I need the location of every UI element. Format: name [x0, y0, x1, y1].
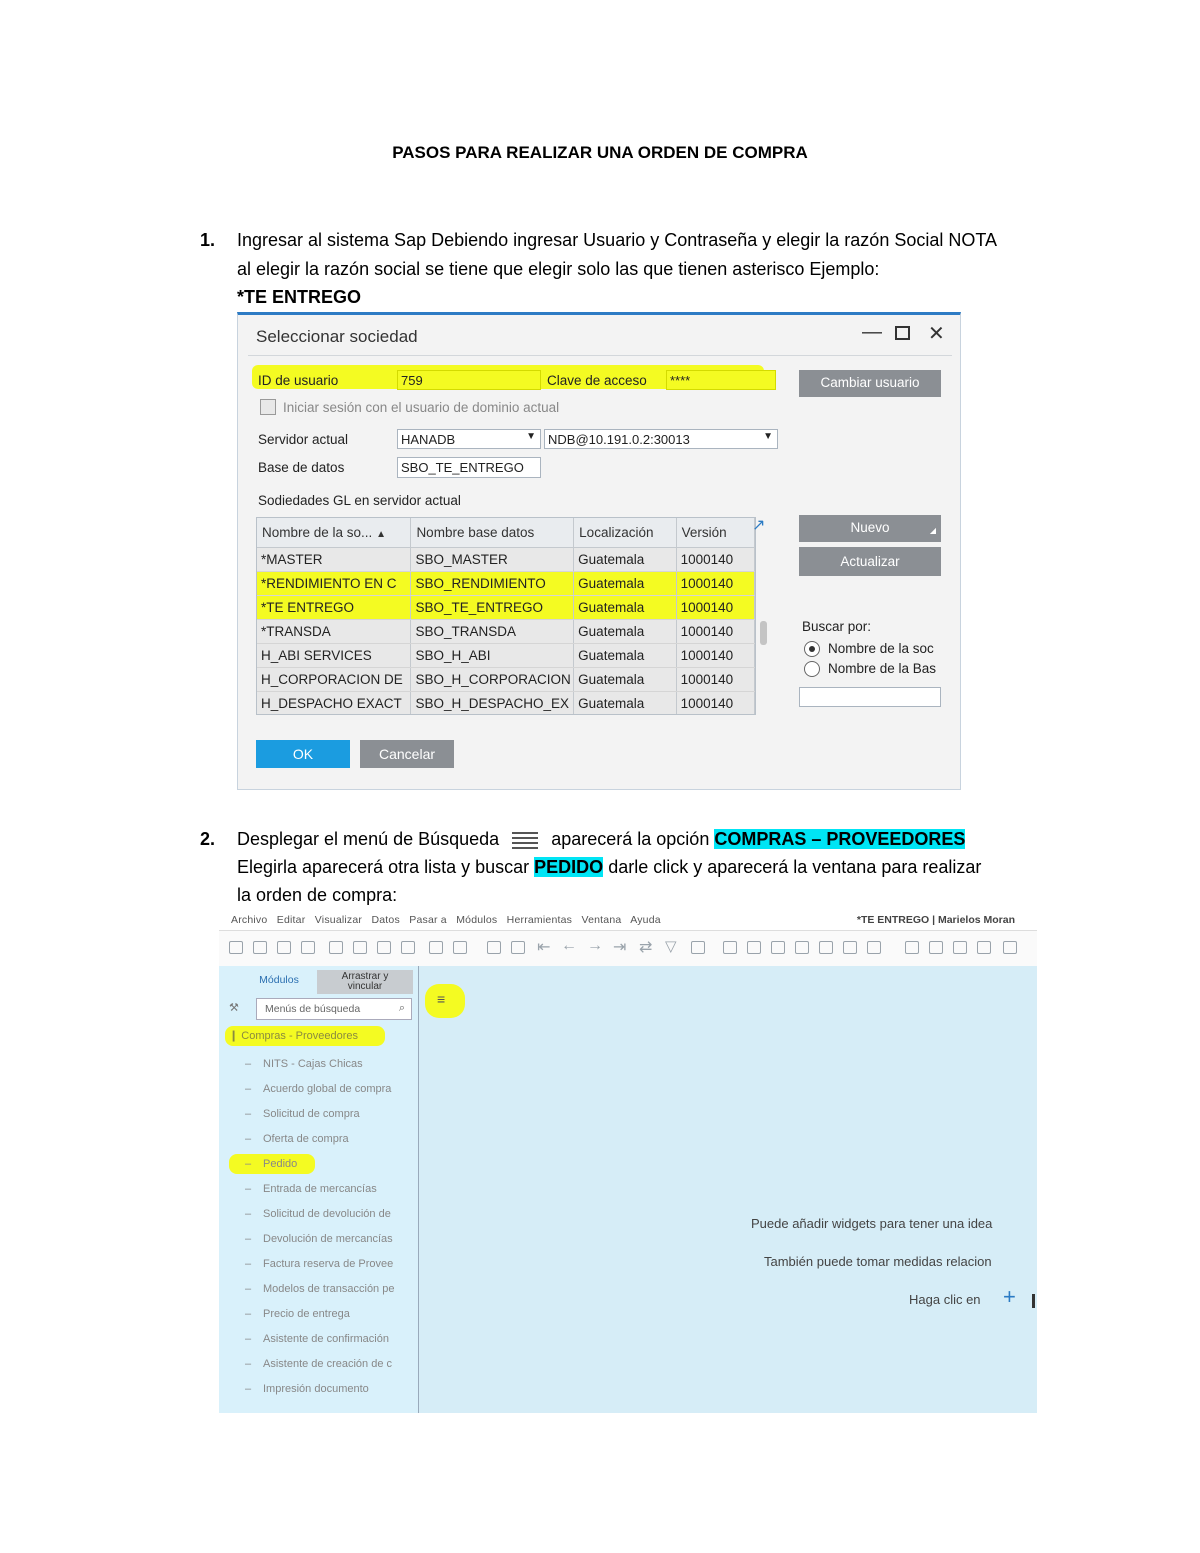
filter-icon[interactable]: ▽ [665, 938, 677, 955]
menu-item[interactable]: Pasar a [409, 914, 447, 926]
server-address-select[interactable] [544, 429, 778, 449]
table-row[interactable]: H_DESPACHO EXACT SBO_H_DESPACHO_EX Guatemala 1000140 [257, 692, 755, 716]
toolbar-icon[interactable] [229, 941, 243, 954]
new-button[interactable]: Nuevo ◢ [799, 515, 941, 542]
last-record-icon[interactable]: ⇥ [613, 939, 627, 956]
table-row[interactable]: H_CORPORACION DE SBO_H_CORPORACION Guatemala 1000140 [257, 668, 755, 692]
search-icon: ⌕ [398, 1002, 405, 1014]
radio-db-name-label: Nombre de la Bas [828, 661, 937, 676]
toolbar-icon[interactable] [1003, 941, 1017, 954]
toolbar-icon[interactable] [795, 941, 809, 954]
tree-item-pedido[interactable]: – Pedido [245, 1158, 298, 1170]
server-address-value: NDB@10.191.0.2:30013 [548, 432, 690, 447]
search-by-input[interactable] [799, 687, 941, 707]
domain-login-checkbox[interactable] [260, 399, 276, 415]
toolbar-icon[interactable] [401, 941, 415, 954]
search-by-label: Buscar por: [802, 619, 872, 634]
tree-item[interactable]: – Acuerdo global de compra [245, 1083, 392, 1095]
table-row-selected[interactable]: *TE ENTREGO SBO_TE_ENTREGO Guatemala 1000140 [257, 596, 755, 620]
cancel-button[interactable]: Cancelar [360, 740, 454, 768]
table-row[interactable]: H_ABI SERVICES SBO_H_ABI Guatemala 1000140 [257, 644, 755, 668]
radio-company-name-label: Nombre de la soc [828, 641, 934, 656]
ok-button[interactable]: OK [256, 740, 350, 768]
step-2-line-3: la orden de compra: [237, 885, 398, 905]
menu-item[interactable]: Editar [276, 914, 306, 926]
step-1-number: 1. [200, 230, 216, 250]
step-1-example: *TE ENTREGO [237, 287, 362, 307]
cart-icon: ❙ [229, 1030, 239, 1042]
toolbar-icon[interactable] [691, 941, 705, 954]
expand-icon[interactable]: ↗ [752, 517, 766, 534]
step-2-line-1: Desplegar el menú de Búsqueda aparecerá la opción COMPRAS – PROVEEDORES [237, 829, 966, 849]
radio-db-name[interactable] [804, 661, 820, 677]
server-value: HANADB [401, 432, 456, 447]
cockpit-area [419, 966, 1037, 1413]
widget-hint-3: Haga clic en [909, 1292, 981, 1307]
hamburger-menu-icon [510, 830, 540, 850]
minimize-icon[interactable]: — [862, 321, 882, 343]
tree-item[interactable]: – Factura reserva de Provee [245, 1258, 394, 1270]
user-id-input[interactable]: 759 [397, 370, 541, 390]
step-1-line-1: Ingresar al sistema Sap Debiendo ingresar Usuario y Contraseña y elegir la razón Social NOTA [237, 230, 998, 250]
tab-drag-and-link[interactable]: Arrastrar y vincular [317, 970, 413, 994]
module-compras-proveedores[interactable]: ❙ Compras - Proveedores [229, 1030, 359, 1042]
user-id-label: ID de usuario [258, 373, 339, 388]
toolbar-icon[interactable] [867, 941, 881, 954]
server-select[interactable] [397, 429, 541, 449]
toolbar-icon[interactable] [953, 941, 967, 954]
toolbar-icon[interactable] [253, 941, 267, 954]
toolbar-icon[interactable] [905, 941, 919, 954]
toolbar-icon[interactable] [453, 941, 467, 954]
toolbar-icon[interactable] [977, 941, 991, 954]
tree-item[interactable]: – Solicitud de compra [245, 1108, 360, 1120]
tab-modules[interactable]: Módulos [259, 974, 299, 986]
menu-item[interactable]: Herramientas [506, 914, 573, 926]
menu-bar [231, 914, 661, 926]
toolbar-icon[interactable] [929, 941, 943, 954]
tree-item[interactable]: – Modelos de transacción pe [245, 1283, 395, 1295]
toolbar-icon[interactable] [511, 941, 525, 954]
column-header[interactable]: Localización [574, 518, 676, 548]
menu-item[interactable]: Ventana [581, 914, 622, 926]
change-user-button[interactable]: Cambiar usuario [799, 370, 941, 397]
column-header[interactable]: Nombre de la so... ▲ [257, 518, 411, 548]
sap-main-window [219, 908, 1037, 1413]
tree-item[interactable]: – Impresión documento [245, 1383, 369, 1395]
table-row[interactable]: *TRANSDA SBO_TRANSDA Guatemala 1000140 [257, 620, 755, 644]
tree-item[interactable]: – Entrada de mercancías [245, 1183, 377, 1195]
step-1-line-2: al elegir la razón social se tiene que elegir solo las que tienen asterisco Ejemplo: [237, 259, 880, 279]
tree-item[interactable]: – Asistente de creación de c [245, 1358, 393, 1370]
step-2-number: 2. [200, 829, 216, 849]
pin-icon[interactable]: ⚒ [229, 1002, 239, 1014]
highlight-compras-proveedores: COMPRAS – PROVEEDORES [714, 829, 966, 849]
menu-search-input[interactable]: Menús de búsqueda ⌕ [256, 998, 412, 1020]
add-widget-icon-edge [1032, 1294, 1035, 1308]
tree-item[interactable]: – Solicitud de devolución de [245, 1208, 391, 1220]
toolbar-icon[interactable] [771, 941, 785, 954]
toolbar-icon[interactable] [487, 941, 501, 954]
column-header[interactable]: Versión [676, 518, 754, 548]
domain-login-label: Iniciar sesión con el usuario de dominio actual [283, 400, 560, 415]
menu-item[interactable]: Módulos [456, 914, 498, 926]
tree-item[interactable]: – Oferta de compra [245, 1133, 349, 1145]
menu-item[interactable]: Archivo [231, 914, 268, 926]
password-input[interactable]: **** [666, 370, 776, 390]
close-icon[interactable]: ✕ [928, 323, 945, 345]
server-label: Servidor actual [258, 432, 349, 447]
database-input[interactable]: SBO_TE_ENTREGO [397, 457, 541, 478]
add-widget-icon[interactable]: + [1003, 1284, 1016, 1309]
toolbar-icon[interactable] [429, 941, 443, 954]
password-label: Clave de acceso [547, 373, 647, 388]
toolbar-icon[interactable] [843, 941, 857, 954]
companies-label: Sodiedades GL en servidor actual [258, 493, 461, 508]
highlight-pedido: PEDIDO [534, 857, 604, 877]
first-record-icon[interactable]: ⇤ [537, 939, 551, 956]
chevron-down-icon: ▼ [526, 431, 536, 442]
toolbar-icon[interactable] [377, 941, 391, 954]
maximize-icon[interactable] [895, 326, 910, 340]
toolbar-icon[interactable] [277, 941, 291, 954]
menu-item[interactable]: Ayuda [630, 914, 661, 926]
toolbar-icon[interactable] [819, 941, 833, 954]
column-header[interactable]: Nombre base datos [411, 518, 574, 548]
refresh-icon[interactable]: ⇄ [639, 939, 653, 956]
radio-company-name[interactable] [804, 641, 820, 657]
chevron-down-icon: ▼ [763, 431, 773, 442]
widget-hint-2: También puede tomar medidas relacion [764, 1254, 992, 1269]
company-user-label: *TE ENTREGO | Marielos Moran [856, 914, 1015, 926]
menu-item[interactable]: Datos [371, 914, 400, 926]
title-divider [248, 355, 952, 356]
menu-item[interactable]: Visualizar [314, 914, 363, 926]
next-record-icon[interactable]: → [587, 937, 603, 954]
toolbar [219, 930, 1037, 968]
tree-item[interactable]: – NITS - Cajas Chicas [245, 1058, 363, 1070]
step-2-line-2: Elegirla aparecerá otra lista y buscar PEDIDO darle click y aparecerá la ventana para realizar [237, 857, 982, 877]
select-company-dialog [237, 312, 961, 790]
tree-item[interactable]: – Asistente de confirmación [245, 1333, 389, 1345]
corner-arrow-icon: ◢ [929, 526, 936, 535]
refresh-button[interactable]: Actualizar [799, 547, 941, 576]
widget-hint-1: Puede añadir widgets para tener una idea [751, 1216, 993, 1231]
previous-record-icon[interactable]: ← [561, 937, 577, 954]
dialog-title: Seleccionar sociedad [256, 327, 418, 346]
table-row[interactable]: *MASTER SBO_MASTER Guatemala 1000140 [257, 548, 755, 572]
toolbar-icon[interactable] [329, 941, 343, 954]
page-title: PASOS PARA REALIZAR UNA ORDEN DE COMPRA [392, 143, 808, 162]
tree-item[interactable]: – Devolución de mercancías [245, 1233, 393, 1245]
toolbar-icon[interactable] [353, 941, 367, 954]
database-label: Base de datos [258, 460, 345, 475]
companies-table [256, 517, 756, 715]
toolbar-icon[interactable] [301, 941, 315, 954]
table-scrollbar[interactable] [760, 621, 767, 645]
hamburger-menu-icon[interactable]: ≡ [437, 991, 446, 1007]
table-row[interactable]: *RENDIMIENTO EN C SBO_RENDIMIENTO Guatemala 1000140 [257, 572, 755, 596]
modules-panel [219, 966, 419, 1413]
tree-item[interactable]: – Precio de entrega [245, 1308, 350, 1320]
toolbar-icon[interactable] [747, 941, 761, 954]
toolbar-icon[interactable] [723, 941, 737, 954]
